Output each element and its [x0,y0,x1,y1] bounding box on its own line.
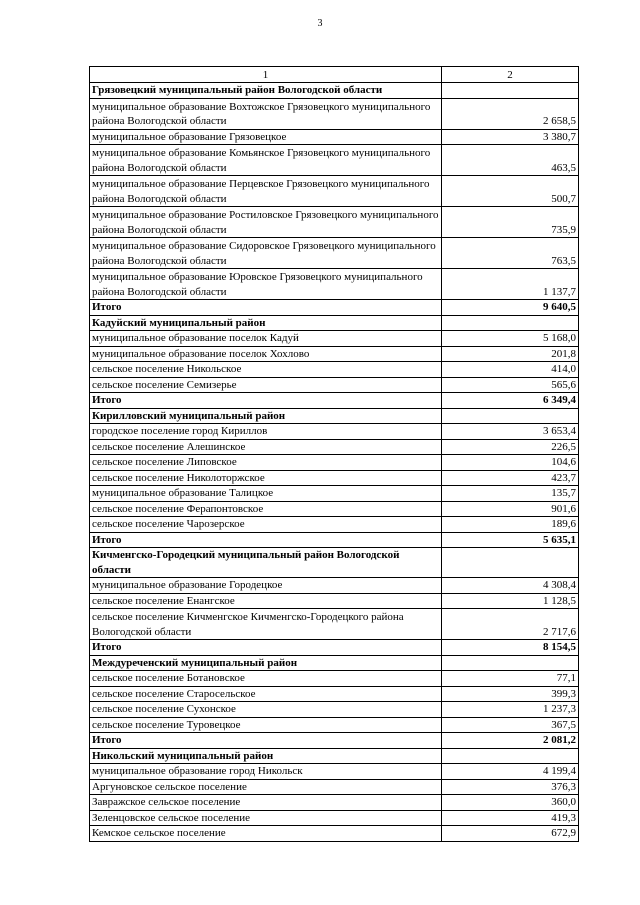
municipality-name: муниципальное образование Юровское Грязовецкого муниципального района Вологодской области [90,269,442,300]
district-name: Никольский муниципальный район [90,748,442,764]
amount-cell: 1 137,7 [442,269,579,300]
municipality-name: сельское поселение Сухонское [90,702,442,718]
municipality-name: муниципальное образование Городецкое [90,578,442,594]
municipality-name: муниципальное образование Ростиловское Грязовецкого муниципального района Вологодской области [90,207,442,238]
municipality-name: сельское поселение Семизерье [90,377,442,393]
table-row [90,331,579,347]
total-label: Итого [90,733,442,749]
table-row [90,826,579,842]
amount-cell: 104,6 [442,455,579,471]
table-row [90,207,579,238]
amount-cell: 735,9 [442,207,579,238]
amount-cell: 376,3 [442,779,579,795]
table-row [90,129,579,145]
district-row [90,315,579,331]
table-row [90,764,579,780]
amount-cell [442,315,579,331]
municipality-name: Кемское сельское поселение [90,826,442,842]
amount-cell: 414,0 [442,362,579,378]
amount-cell: 5 168,0 [442,331,579,347]
municipality-name: Завражское сельское поселение [90,795,442,811]
municipality-name: муниципальное образование поселок Кадуй [90,331,442,347]
total-amount: 8 154,5 [442,640,579,656]
municipality-name: сельское поселение Туровецкое [90,717,442,733]
district-name: Кадуйский муниципальный район [90,315,442,331]
table-row [90,671,579,687]
amount-cell: 399,3 [442,686,579,702]
table-row [90,346,579,362]
column-header-1: 1 [90,67,442,83]
amount-cell: 226,5 [442,439,579,455]
table-row [90,424,579,440]
amount-cell: 3 653,4 [442,424,579,440]
amount-cell: 1 128,5 [442,593,579,609]
allocation-table [89,66,579,842]
municipality-name: муниципальное образование Талицкое [90,486,442,502]
municipality-name: сельское поселение Алешинское [90,439,442,455]
municipality-name: сельское поселение Никольское [90,362,442,378]
table-row [90,717,579,733]
total-label: Итого [90,532,442,548]
total-amount: 6 349,4 [442,393,579,409]
table-row [90,238,579,269]
table-row [90,593,579,609]
table-row [90,686,579,702]
municipality-name: сельское поселение Липовское [90,455,442,471]
table-row [90,439,579,455]
table-row [90,98,579,129]
table-row [90,702,579,718]
municipality-name: городское поселение город Кириллов [90,424,442,440]
table-row [90,455,579,471]
amount-cell [442,548,579,578]
municipality-name: муниципальное образование Вохтожское Грязовецкого муниципального района Вологодской области [90,98,442,129]
amount-cell: 1 237,3 [442,702,579,718]
municipality-name: сельское поселение Енангское [90,593,442,609]
total-amount: 9 640,5 [442,300,579,316]
district-name: Кирилловский муниципальный район [90,408,442,424]
amount-cell: 360,0 [442,795,579,811]
amount-cell: 565,6 [442,377,579,393]
municipality-name: сельское поселение Чарозерское [90,517,442,533]
municipality-name: Аргуновское сельское поселение [90,779,442,795]
amount-cell: 2 658,5 [442,98,579,129]
district-row [90,408,579,424]
amount-cell: 4 308,4 [442,578,579,594]
amount-cell [442,655,579,671]
amount-cell: 189,6 [442,517,579,533]
municipality-name: муниципальное образование поселок Хохлово [90,346,442,362]
district-name: Междуреченский муниципальный район [90,655,442,671]
amount-cell: 500,7 [442,176,579,207]
amount-cell: 201,8 [442,346,579,362]
page-number: 3 [317,18,323,29]
amount-cell: 763,5 [442,238,579,269]
table-row [90,377,579,393]
total-label: Итого [90,640,442,656]
total-amount: 5 635,1 [442,532,579,548]
table-row [90,501,579,517]
amount-cell: 419,3 [442,810,579,826]
table-body [90,67,579,842]
amount-cell: 463,5 [442,145,579,176]
municipality-name: муниципальное образование город Никольск [90,764,442,780]
municipality-name: сельское поселение Николоторжское [90,470,442,486]
table-row [90,779,579,795]
district-row [90,655,579,671]
amount-cell: 2 717,6 [442,609,579,640]
column-header-2: 2 [442,67,579,83]
district-row [90,83,579,99]
table-row [90,470,579,486]
table-row [90,269,579,300]
table-header-row [90,67,579,83]
amount-cell: 423,7 [442,470,579,486]
municipality-name: муниципальное образование Сидоровское Грязовецкого муниципального района Вологодской области [90,238,442,269]
municipality-name: сельское поселение Старосельское [90,686,442,702]
amount-cell: 77,1 [442,671,579,687]
table-row [90,609,579,640]
amount-cell: 135,7 [442,486,579,502]
municipality-name: муниципальное образование Перцевское Грязовецкого муниципального района Вологодской области [90,176,442,207]
total-row [90,300,579,316]
table-row [90,362,579,378]
total-row [90,393,579,409]
table-row [90,517,579,533]
amount-cell [442,83,579,99]
district-row [90,548,579,578]
municipality-name: сельское поселение Кичменгское Кичменгско-Городецкого района Вологодской области [90,609,442,640]
amount-cell [442,748,579,764]
total-label: Итого [90,300,442,316]
table-row [90,486,579,502]
amount-cell: 901,6 [442,501,579,517]
municipality-name: сельское поселение Ферапонтовское [90,501,442,517]
table-row [90,795,579,811]
municipality-name: муниципальное образование Комьянское Грязовецкого муниципального района Вологодской области [90,145,442,176]
amount-cell: 367,5 [442,717,579,733]
total-amount: 2 081,2 [442,733,579,749]
total-row [90,640,579,656]
municipality-name: Зеленцовское сельское поселение [90,810,442,826]
table-row [90,578,579,594]
amount-cell: 672,9 [442,826,579,842]
municipality-name: сельское поселение Ботановское [90,671,442,687]
table-row [90,145,579,176]
district-row [90,748,579,764]
municipality-name: муниципальное образование Грязовецкое [90,129,442,145]
amount-cell: 3 380,7 [442,129,579,145]
total-label: Итого [90,393,442,409]
total-row [90,532,579,548]
amount-cell: 4 199,4 [442,764,579,780]
amount-cell [442,408,579,424]
total-row [90,733,579,749]
district-name: Кичменгско-Городецкий муниципальный район Вологодской области [90,548,442,578]
district-name: Грязовецкий муниципальный район Вологодской области [90,83,442,99]
table-row [90,810,579,826]
table-row [90,176,579,207]
